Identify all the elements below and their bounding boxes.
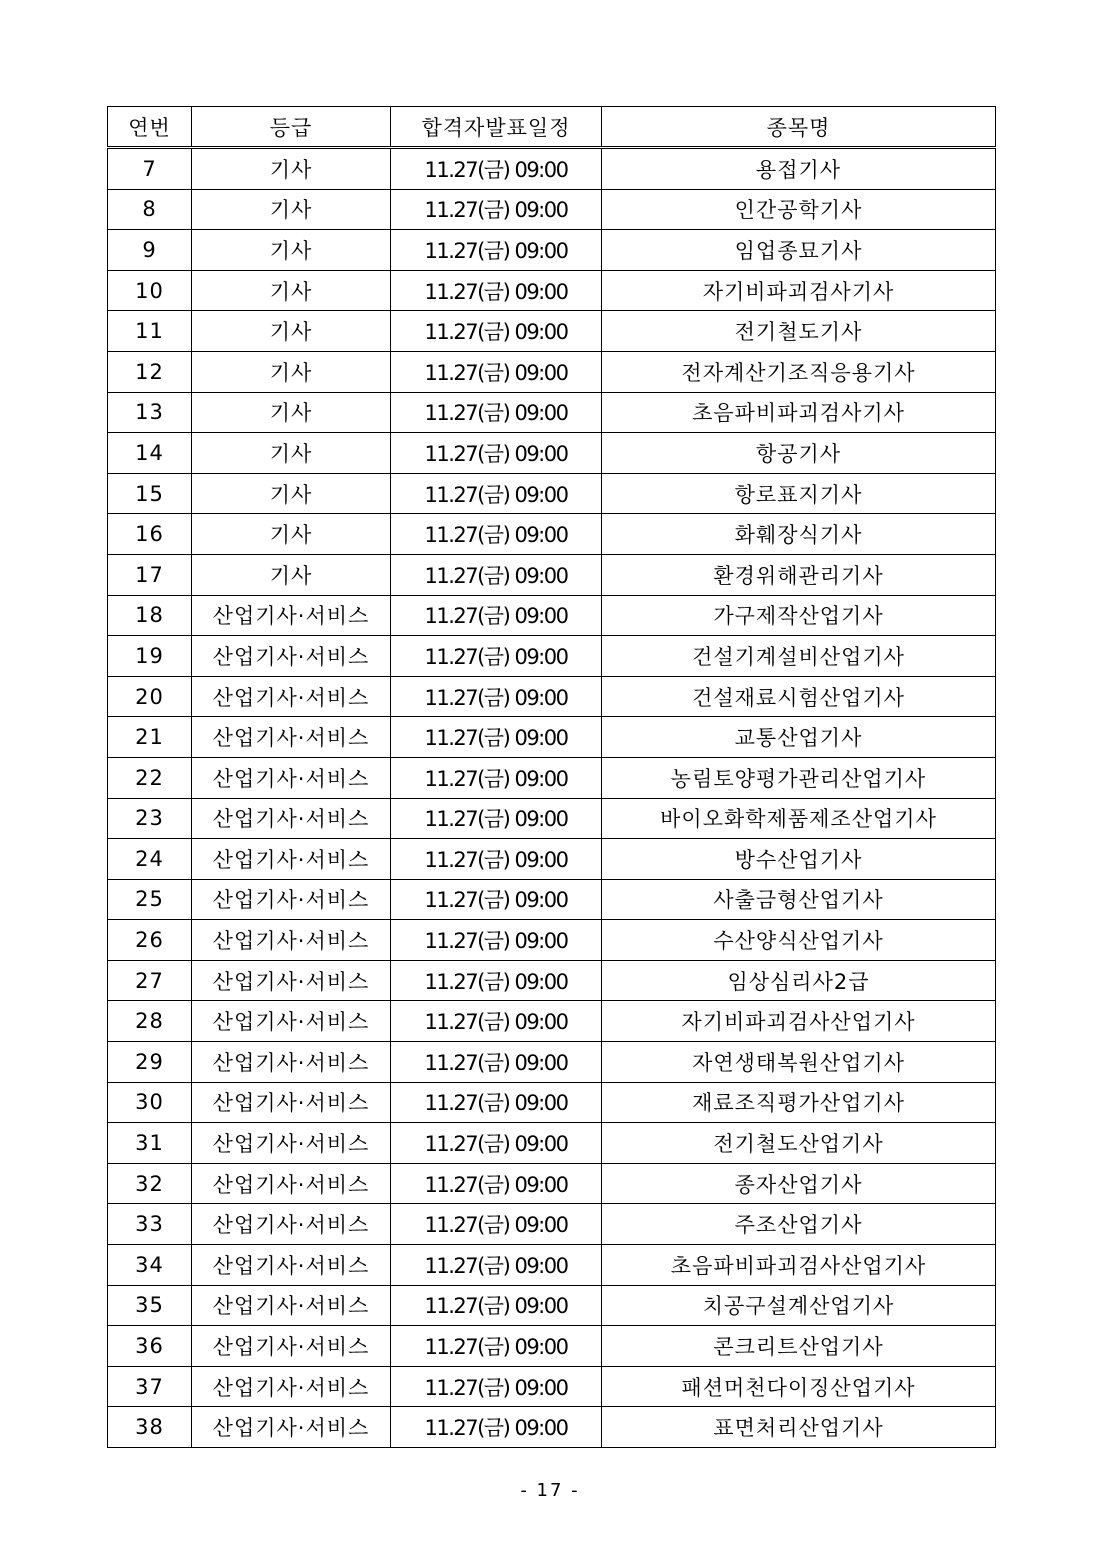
announcement-date-cell: 11.27(금) 09:00 xyxy=(391,1204,602,1245)
serial-number-cell: 7 xyxy=(108,148,192,190)
subject-name-cell: 초음파비파괴검사산업기사 xyxy=(602,1245,996,1286)
subject-name-cell: 임업종묘기사 xyxy=(602,230,996,271)
serial-number-cell: 17 xyxy=(108,554,192,595)
table-row xyxy=(108,757,996,798)
table-row xyxy=(108,1204,996,1245)
serial-number-cell: 38 xyxy=(108,1407,192,1448)
grade-cell: 산업기사·서비스 xyxy=(192,960,391,1001)
table-row xyxy=(108,230,996,271)
serial-number-cell: 19 xyxy=(108,636,192,677)
grade-cell: 산업기사·서비스 xyxy=(192,798,391,839)
serial-number-cell: 34 xyxy=(108,1245,192,1286)
subject-name-cell: 전기철도산업기사 xyxy=(602,1123,996,1164)
subject-name-cell: 항공기사 xyxy=(602,433,996,474)
grade-cell: 기사 xyxy=(192,311,391,352)
table-row xyxy=(108,433,996,474)
subject-name-cell: 콘크리트산업기사 xyxy=(602,1326,996,1367)
subject-name-cell: 전자계산기조직응용기사 xyxy=(602,351,996,392)
grade-cell: 기사 xyxy=(192,554,391,595)
serial-number-cell: 33 xyxy=(108,1204,192,1245)
table-row xyxy=(108,270,996,311)
announcement-date-cell: 11.27(금) 09:00 xyxy=(391,554,602,595)
table-row xyxy=(108,1366,996,1407)
serial-number-cell: 13 xyxy=(108,392,192,433)
table-row xyxy=(108,1001,996,1042)
table-row xyxy=(108,473,996,514)
serial-number-cell: 32 xyxy=(108,1163,192,1204)
announcement-date-cell: 11.27(금) 09:00 xyxy=(391,960,602,1001)
serial-number-cell: 12 xyxy=(108,351,192,392)
grade-cell: 산업기사·서비스 xyxy=(192,1123,391,1164)
announcement-date-cell: 11.27(금) 09:00 xyxy=(391,514,602,555)
announcement-date-cell: 11.27(금) 09:00 xyxy=(391,1082,602,1123)
subject-name-cell: 항로표지기사 xyxy=(602,473,996,514)
table-header xyxy=(108,107,996,148)
announcement-date-cell: 11.27(금) 09:00 xyxy=(391,433,602,474)
announcement-date-cell: 11.27(금) 09:00 xyxy=(391,473,602,514)
subject-name-cell: 화훼장식기사 xyxy=(602,514,996,555)
announcement-date-cell: 11.27(금) 09:00 xyxy=(391,270,602,311)
grade-cell: 산업기사·서비스 xyxy=(192,1407,391,1448)
grade-cell: 기사 xyxy=(192,514,391,555)
serial-number-cell: 11 xyxy=(108,311,192,352)
announcement-date-cell: 11.27(금) 09:00 xyxy=(391,189,602,230)
grade-cell: 산업기사·서비스 xyxy=(192,1326,391,1367)
subject-name-cell: 자기비파괴검사기사 xyxy=(602,270,996,311)
subject-name-cell: 인간공학기사 xyxy=(602,189,996,230)
grade-cell: 산업기사·서비스 xyxy=(192,1245,391,1286)
subject-name-cell: 농림토양평가관리산업기사 xyxy=(602,757,996,798)
grade-cell: 산업기사·서비스 xyxy=(192,595,391,636)
grade-cell: 산업기사·서비스 xyxy=(192,636,391,677)
serial-number-cell: 21 xyxy=(108,717,192,758)
announcement-date-cell: 11.27(금) 09:00 xyxy=(391,351,602,392)
serial-number-cell: 25 xyxy=(108,879,192,920)
serial-number-cell: 16 xyxy=(108,514,192,555)
table-row xyxy=(108,1163,996,1204)
announcement-date-cell: 11.27(금) 09:00 xyxy=(391,839,602,880)
table-row xyxy=(108,960,996,1001)
announcement-date-cell: 11.27(금) 09:00 xyxy=(391,1001,602,1042)
header-subject-name: 종목명 xyxy=(602,107,996,148)
serial-number-cell: 36 xyxy=(108,1326,192,1367)
grade-cell: 산업기사·서비스 xyxy=(192,1082,391,1123)
subject-name-cell: 전기철도기사 xyxy=(602,311,996,352)
table-row xyxy=(108,1123,996,1164)
table-row xyxy=(108,1285,996,1326)
page-number: - 17 - xyxy=(520,1480,580,1501)
announcement-date-cell: 11.27(금) 09:00 xyxy=(391,1326,602,1367)
announcement-date-cell: 11.27(금) 09:00 xyxy=(391,1407,602,1448)
table-row xyxy=(108,595,996,636)
grade-cell: 산업기사·서비스 xyxy=(192,1204,391,1245)
subject-name-cell: 초음파비파괴검사기사 xyxy=(602,392,996,433)
subject-name-cell: 자연생태복원산업기사 xyxy=(602,1042,996,1083)
table-row xyxy=(108,1407,996,1448)
serial-number-cell: 31 xyxy=(108,1123,192,1164)
subject-name-cell: 임상심리사2급 xyxy=(602,960,996,1001)
subject-name-cell: 종자산업기사 xyxy=(602,1163,996,1204)
header-announcement-schedule: 합격자발표일정 xyxy=(391,107,602,148)
grade-cell: 기사 xyxy=(192,392,391,433)
serial-number-cell: 10 xyxy=(108,270,192,311)
grade-cell: 산업기사·서비스 xyxy=(192,1163,391,1204)
subject-name-cell: 환경위해관리기사 xyxy=(602,554,996,595)
table-row xyxy=(108,798,996,839)
grade-cell: 산업기사·서비스 xyxy=(192,1042,391,1083)
grade-cell: 산업기사·서비스 xyxy=(192,676,391,717)
serial-number-cell: 9 xyxy=(108,230,192,271)
serial-number-cell: 8 xyxy=(108,189,192,230)
table-row xyxy=(108,1042,996,1083)
serial-number-cell: 27 xyxy=(108,960,192,1001)
table-row xyxy=(108,392,996,433)
header-row xyxy=(108,107,996,148)
announcement-date-cell: 11.27(금) 09:00 xyxy=(391,392,602,433)
grade-cell: 기사 xyxy=(192,270,391,311)
table-row xyxy=(108,554,996,595)
table-row xyxy=(108,514,996,555)
serial-number-cell: 22 xyxy=(108,757,192,798)
serial-number-cell: 26 xyxy=(108,920,192,961)
grade-cell: 기사 xyxy=(192,351,391,392)
subject-name-cell: 바이오화학제품제조산업기사 xyxy=(602,798,996,839)
serial-number-cell: 14 xyxy=(108,433,192,474)
table-row xyxy=(108,148,996,190)
announcement-date-cell: 11.27(금) 09:00 xyxy=(391,636,602,677)
grade-cell: 산업기사·서비스 xyxy=(192,839,391,880)
table-row xyxy=(108,189,996,230)
serial-number-cell: 37 xyxy=(108,1366,192,1407)
serial-number-cell: 35 xyxy=(108,1285,192,1326)
serial-number-cell: 18 xyxy=(108,595,192,636)
announcement-date-cell: 11.27(금) 09:00 xyxy=(391,230,602,271)
table-row xyxy=(108,839,996,880)
subject-name-cell: 주조산업기사 xyxy=(602,1204,996,1245)
table-row xyxy=(108,920,996,961)
serial-number-cell: 24 xyxy=(108,839,192,880)
table-body xyxy=(108,148,996,1448)
announcement-date-cell: 11.27(금) 09:00 xyxy=(391,1285,602,1326)
announcement-date-cell: 11.27(금) 09:00 xyxy=(391,676,602,717)
serial-number-cell: 29 xyxy=(108,1042,192,1083)
table-row xyxy=(108,717,996,758)
subject-name-cell: 표면처리산업기사 xyxy=(602,1407,996,1448)
announcement-date-cell: 11.27(금) 09:00 xyxy=(391,1163,602,1204)
announcement-date-cell: 11.27(금) 09:00 xyxy=(391,798,602,839)
grade-cell: 산업기사·서비스 xyxy=(192,1366,391,1407)
grade-cell: 산업기사·서비스 xyxy=(192,879,391,920)
table-row xyxy=(108,1326,996,1367)
subject-name-cell: 자기비파괴검사산업기사 xyxy=(602,1001,996,1042)
grade-cell: 기사 xyxy=(192,189,391,230)
subject-name-cell: 패션머천다이징산업기사 xyxy=(602,1366,996,1407)
announcement-date-cell: 11.27(금) 09:00 xyxy=(391,1366,602,1407)
table-row xyxy=(108,1082,996,1123)
grade-cell: 산업기사·서비스 xyxy=(192,920,391,961)
subject-name-cell: 사출금형산업기사 xyxy=(602,879,996,920)
grade-cell: 산업기사·서비스 xyxy=(192,717,391,758)
announcement-date-cell: 11.27(금) 09:00 xyxy=(391,879,602,920)
serial-number-cell: 20 xyxy=(108,676,192,717)
announcement-date-cell: 11.27(금) 09:00 xyxy=(391,595,602,636)
table-row xyxy=(108,311,996,352)
table-row xyxy=(108,636,996,677)
announcement-date-cell: 11.27(금) 09:00 xyxy=(391,920,602,961)
announcement-date-cell: 11.27(금) 09:00 xyxy=(391,1042,602,1083)
subject-name-cell: 건설재료시험산업기사 xyxy=(602,676,996,717)
serial-number-cell: 30 xyxy=(108,1082,192,1123)
header-grade: 등급 xyxy=(192,107,391,148)
announcement-date-cell: 11.27(금) 09:00 xyxy=(391,717,602,758)
grade-cell: 기사 xyxy=(192,473,391,514)
subject-name-cell: 교통산업기사 xyxy=(602,717,996,758)
table-row xyxy=(108,351,996,392)
table-row xyxy=(108,1245,996,1286)
subject-name-cell: 방수산업기사 xyxy=(602,839,996,880)
subject-name-cell: 가구제작산업기사 xyxy=(602,595,996,636)
announcement-date-cell: 11.27(금) 09:00 xyxy=(391,311,602,352)
announcement-date-cell: 11.27(금) 09:00 xyxy=(391,148,602,190)
subject-name-cell: 치공구설계산업기사 xyxy=(602,1285,996,1326)
serial-number-cell: 28 xyxy=(108,1001,192,1042)
serial-number-cell: 15 xyxy=(108,473,192,514)
subject-name-cell: 재료조직평가산업기사 xyxy=(602,1082,996,1123)
grade-cell: 기사 xyxy=(192,433,391,474)
grade-cell: 기사 xyxy=(192,148,391,190)
announcement-date-cell: 11.27(금) 09:00 xyxy=(391,1123,602,1164)
grade-cell: 기사 xyxy=(192,230,391,271)
grade-cell: 산업기사·서비스 xyxy=(192,1285,391,1326)
grade-cell: 산업기사·서비스 xyxy=(192,1001,391,1042)
subject-name-cell: 수산양식산업기사 xyxy=(602,920,996,961)
table-row xyxy=(108,879,996,920)
announcement-date-cell: 11.27(금) 09:00 xyxy=(391,757,602,798)
subject-name-cell: 건설기계설비산업기사 xyxy=(602,636,996,677)
subject-name-cell: 용접기사 xyxy=(602,148,996,190)
exam-results-schedule-table xyxy=(107,106,996,1448)
serial-number-cell: 23 xyxy=(108,798,192,839)
header-serial-number: 연번 xyxy=(108,107,192,148)
grade-cell: 산업기사·서비스 xyxy=(192,757,391,798)
table-row xyxy=(108,676,996,717)
announcement-date-cell: 11.27(금) 09:00 xyxy=(391,1245,602,1286)
